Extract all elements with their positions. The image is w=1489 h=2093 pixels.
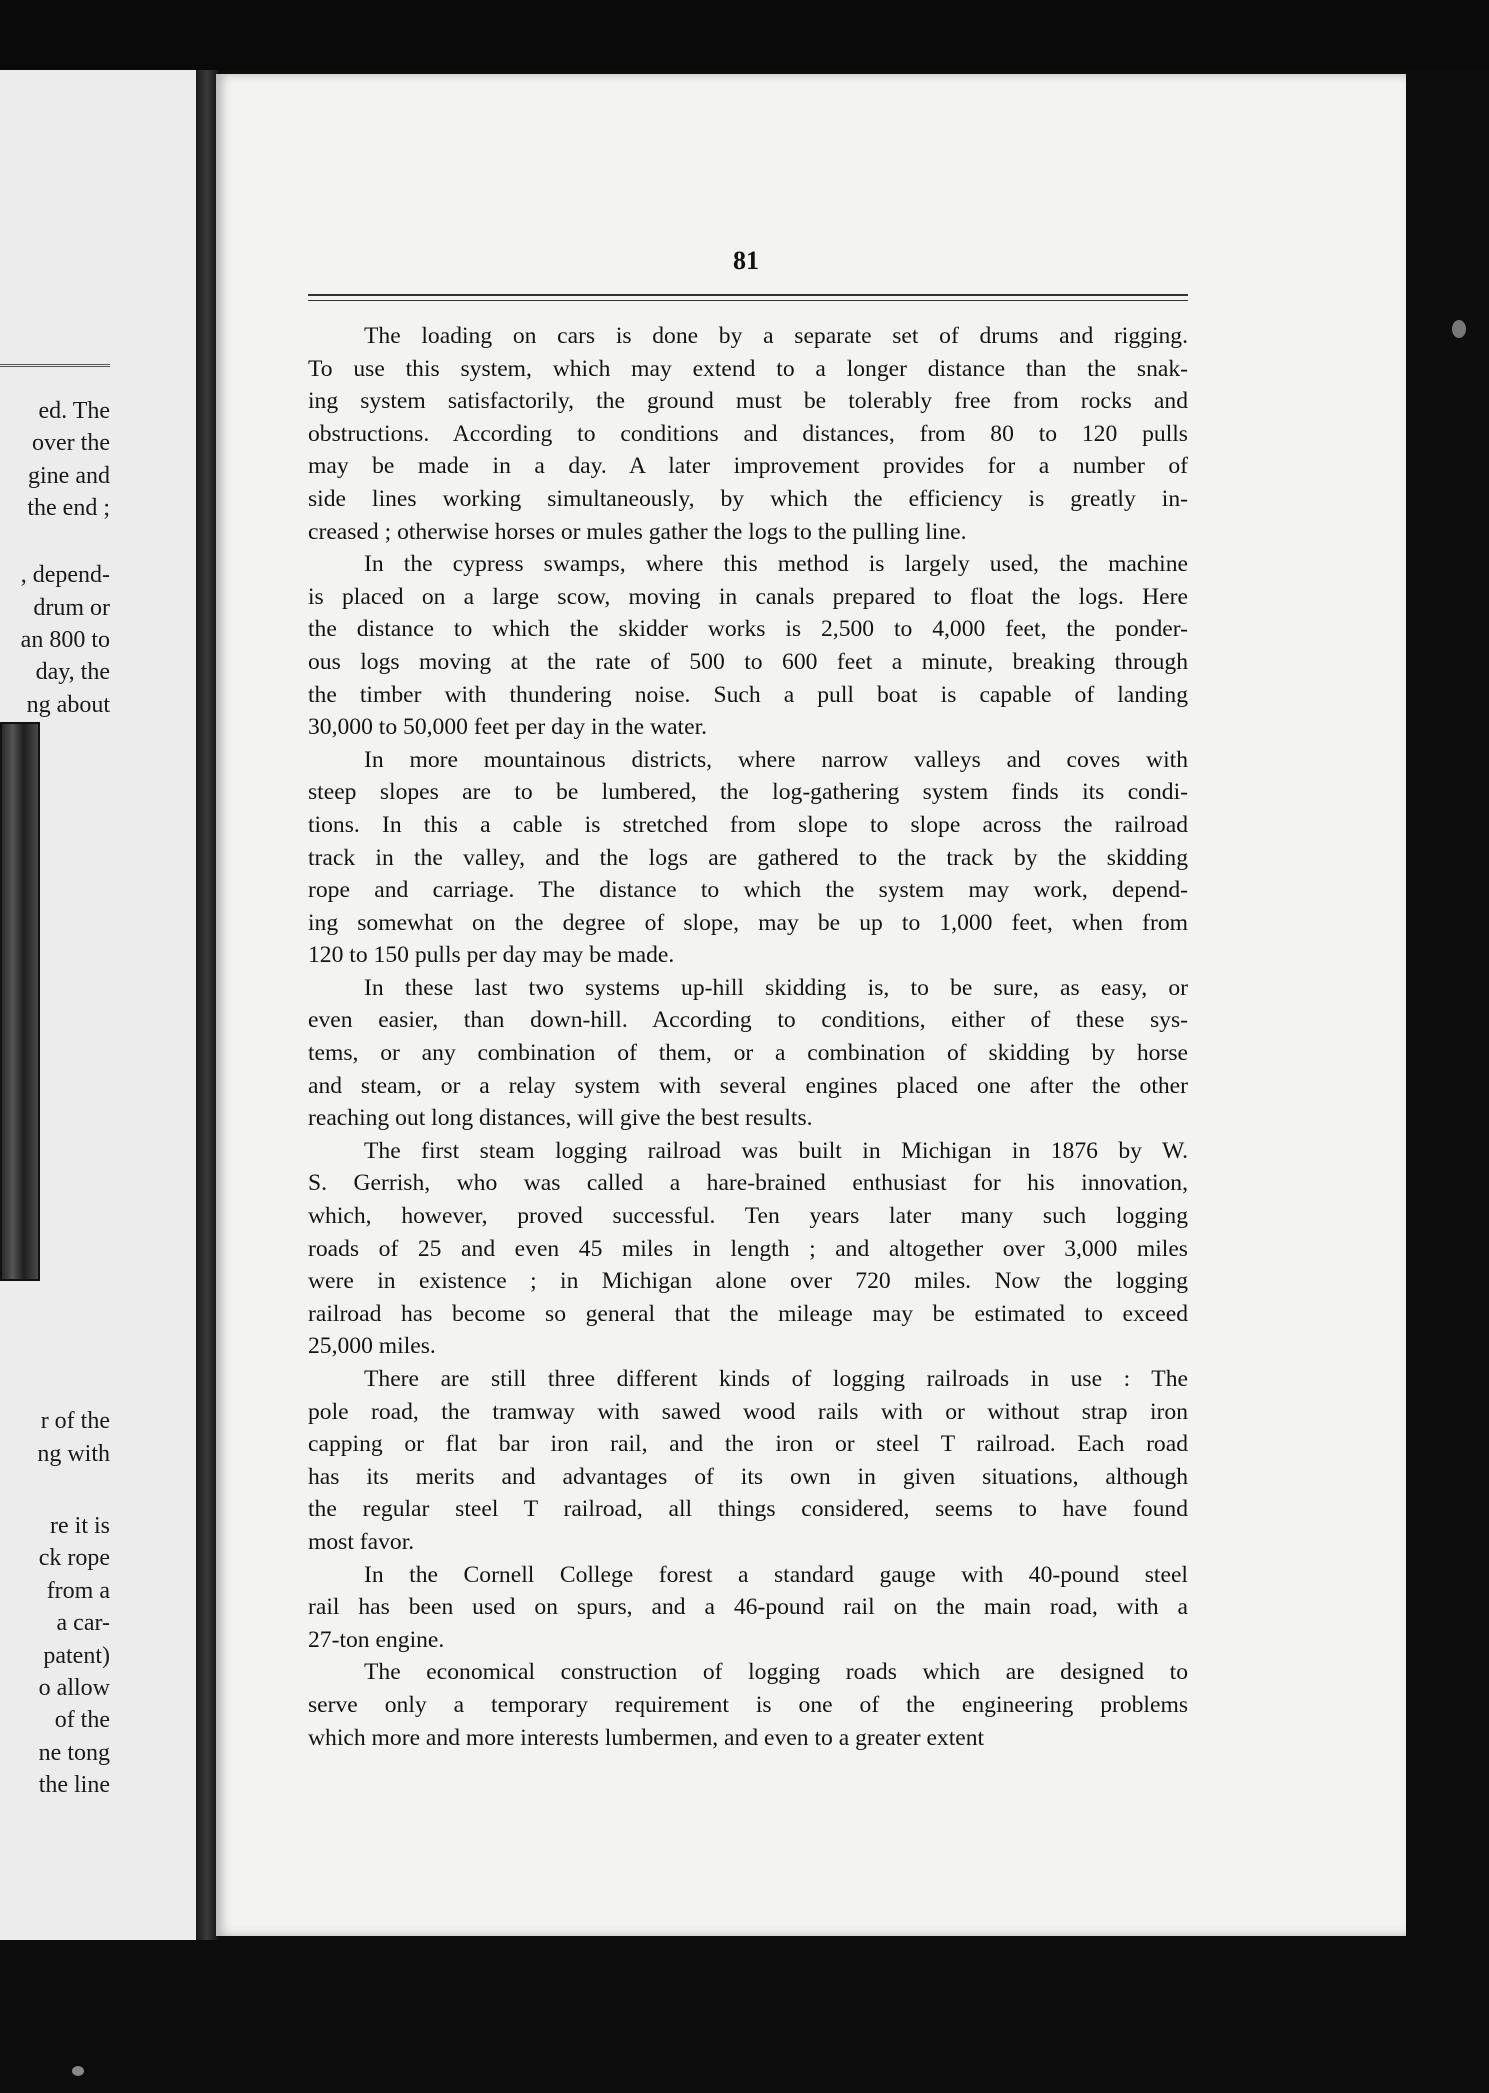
text-line: ing somewhat on the degree of slope, may be up to 1,000 feet, when from [308,909,1188,936]
scan-speck [1452,320,1466,338]
text-line: the regular steel T railroad, all things considered, seems to have found [308,1496,1188,1523]
scan-background-top [0,0,1489,70]
left-page-illustration-edge [0,722,40,1281]
text-line: creased ; otherwise horses or mules gather the logs to the pulling line. [308,518,967,545]
paragraph [308,320,1188,548]
text-line: has its merits and advantages of its own in given situations, although [308,1463,1188,1490]
page-number: 81 [733,246,759,275]
text-line: roads of 25 and even 45 miles in length ; and altogether over 3,000 miles [308,1235,1188,1262]
left-header-rule [0,364,110,367]
left-page-line: of the [54,1707,110,1733]
left-page-line: ck rope [38,1545,110,1571]
right-page [216,74,1406,1936]
left-page-line: drum or [33,595,110,621]
text-line: To use this system, which may extend to a longer distance than the snak- [308,355,1188,382]
text-line: pole road, the tramway with sawed wood rails with or without strap iron [308,1398,1188,1425]
left-page-line: re it is [50,1513,110,1539]
paragraph [308,1559,1188,1657]
text-line: The first steam logging railroad was built in Michigan in 1876 by W. [364,1137,1188,1164]
text-line: track in the valley, and the logs are gathered to the track by the skidding [308,844,1188,871]
left-page-line: from a [46,1578,110,1604]
text-line: which more and more interests lumbermen, and even to a greater extent [308,1724,985,1751]
text-line: There are still three different kinds of logging railroads in use : The [364,1366,1188,1392]
text-line: may be made in a day. A later improvement provides for a number of [308,453,1188,480]
left-page-line: ng with [37,1441,110,1467]
text-line: The economical construction of logging roads which are designed to [364,1659,1188,1686]
left-page-line: , depend- [20,562,110,588]
text-line: steep slopes are to be lumbered, the log-gathering system finds its condi- [308,779,1188,806]
header-double-rule [308,294,1188,301]
book-gutter [196,70,218,1940]
left-page-line: over the [32,430,110,456]
left-page-line: a car- [56,1610,110,1636]
text-line: and steam, or a relay system with several engines placed one after the other [308,1072,1188,1099]
text-line: ous logs moving at the rate of 500 to 600 feet a minute, breaking through [308,648,1188,675]
left-page-line: the line [38,1772,110,1798]
text-line: is placed on a large scow, moving in canals prepared to float the logs. Here [308,583,1188,610]
text-line: In these last two systems up-hill skidding is, to be sure, as easy, or [364,974,1188,1001]
text-line: In the Cornell College forest a standard gauge with 40-pound steel [364,1561,1188,1588]
left-page-line: gine and [28,463,110,489]
text-line: tems, or any combination of them, or a combination of skidding by horse [308,1040,1188,1067]
left-page-line: r of the [40,1408,110,1434]
text-line: 120 to 150 pulls per day may be made. [308,942,675,969]
text-line: 25,000 miles. [308,1333,436,1360]
text-line: S. Gerrish, who was called a hare-brained enthusiast for his innovation, [308,1170,1188,1197]
left-page-line: day, the [35,659,110,685]
text-line: which, however, proved successful. Ten years later many such logging [308,1203,1188,1230]
paragraph [308,548,1188,744]
text-line: rail has been used on spurs, and a 46-pound rail on the main road, with a [308,1594,1188,1621]
text-line: In more mountainous districts, where narrow valleys and coves with [364,746,1188,773]
left-page-line: ed. The [38,398,110,424]
left-page-line: an 800 to [20,627,110,653]
text-line: railroad has become so general that the mileage may be estimated to exceed [308,1300,1188,1327]
text-line: obstructions. According to conditions and distances, from 80 to 120 pulls [308,420,1188,447]
text-line: most favor. [308,1528,415,1555]
text-line: rope and carriage. The distance to which the system may work, depend- [308,877,1188,904]
paragraph [308,1656,1188,1754]
text-line: capping or flat bar iron rail, and the iron or steel T railroad. Each road [308,1431,1188,1458]
left-page-line: patent) [43,1643,110,1669]
text-line: side lines working simultaneously, by which the efficiency is greatly in- [308,485,1188,512]
text-line: the timber with thundering noise. Such a pull boat is capable of landing [308,681,1188,708]
left-page-line: the end ; [27,495,110,521]
text-line: the distance to which the skidder works is 2,500 to 4,000 feet, the ponder- [308,616,1188,643]
text-line: The loading on cars is done by a separate set of drums and rigging. [364,323,1188,349]
scan-speck [72,2066,84,2076]
left-page-line: ng about [26,692,110,718]
text-line: 27-ton engine. [308,1626,445,1653]
text-line: ing system satisfactorily, the ground must be tolerably free from rocks and [308,388,1188,415]
text-line: reaching out long distances, will give the best results. [308,1105,813,1132]
text-line: In the cypress swamps, where this method is largely used, the machine [364,551,1188,578]
left-page-fragment [0,70,204,1940]
paragraph [308,1135,1188,1363]
paragraph [308,744,1188,972]
paragraph [308,972,1188,1135]
text-line: serve only a temporary requirement is one of the engineering problems [308,1691,1188,1718]
text-line: tions. In this a cable is stretched from slope to slope across the railroad [308,811,1188,838]
left-page-line: o allow [38,1675,110,1701]
left-page-line: ne tong [38,1740,110,1766]
text-line: 30,000 to 50,000 feet per day in the water. [308,714,708,741]
body-text [308,320,1188,1754]
text-line: were in existence ; in Michigan alone over 720 miles. Now the logging [308,1268,1188,1295]
text-line: even easier, than down-hill. According to conditions, either of these sys- [308,1007,1188,1034]
paragraph [308,1363,1188,1559]
